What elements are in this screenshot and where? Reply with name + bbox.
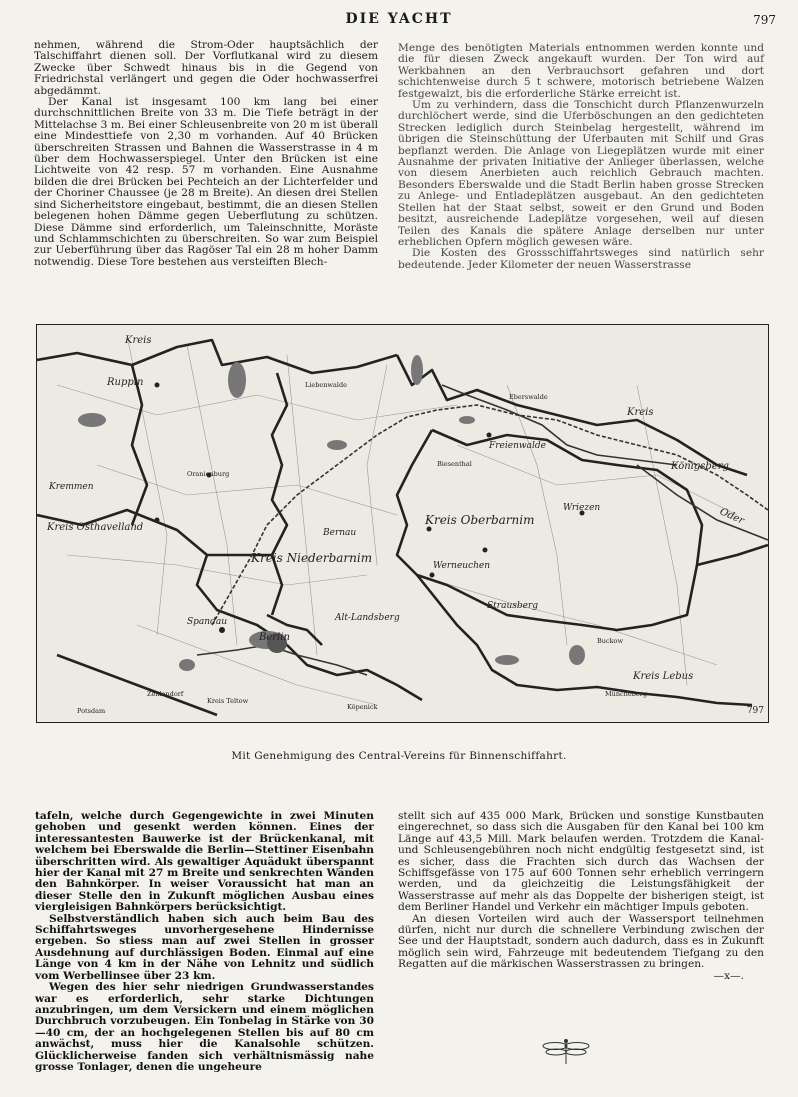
map-label-spandau: Spandau <box>187 617 228 627</box>
map-label-eberswalde: Eberswalde <box>509 393 548 401</box>
map-label-kreis-oberbarnim: Kreis Oberbarnim <box>425 513 535 527</box>
paragraph: Um zu verhindern, dass die Tonschicht durch Pflanzenwurzeln durchlöchert werde, sind die Uferböschungen an den gedichteten Strecken lediglich durch Steinbelag hergestellt, während im übrigen die Steinschüttung der Uferbauten mit Schilf und Gras bepflanzt werden. Die Anlage von Liegeplätzen wurde mit einer Ausnahme der privaten Initiative der Anlieger überlassen, welche von diesem Anerbieten auch reichlich Gebrauch machten. Besonders Eberswalde und die Stadt Berlin haben grosse Strecken zu Anlege- und Entladeplätzen ausgebaut. An den gedichteten Stellen hat der Staat selbst, soweit er den Grund und Boden besitzt, ausreichende Ladeplätze vorgesehen, weil auf diesen Teilen des Kanals die spätere Anlage derselben nur unter erheblichen Opfern möglich gewesen wäre. <box>398 99 764 248</box>
map-label-kreis-lebus: Kreis Lebus <box>633 671 694 682</box>
paragraph: nehmen, während die Strom-Oder hauptsächlich der Talschiffahrt dienen soll. Der Vorflutkanal wird zu diesem Zwecke über Schwedt hinaus bis in die Gegend von Friedrichstal verlängert und gegen die Oder hochwasserfrei abgedämmt. <box>34 39 378 97</box>
map-label-biesenthal: Biesenthal <box>437 460 472 468</box>
map-label-alt-landsberg: Alt-Landsberg <box>335 613 400 623</box>
top-left-column <box>34 40 378 268</box>
map-label-strausberg: Strausberg <box>487 601 539 611</box>
bottom-left-column <box>35 811 374 1073</box>
map-caption: Mit Genehmigung des Central-Vereins für Binnenschiffahrt. <box>231 750 567 762</box>
map-label-koenigsberg: Königsberg <box>671 461 729 472</box>
map-page-number: 797 <box>746 706 764 716</box>
paragraph: tafeln, welche durch Gegengewichte in zwei Minuten gehoben und gesenkt werden können. Eines der interessantesten Bauwerke ist der Brückenkanal, mit welchem bei Eberswalde die Berlin—Stettiner Eisenbahn überschritten wird. Als gewaltiger Aquädukt überspannt hier der Kanal mit 27 m Breite und senkrechten Wänden den Bahnkörper. In weiser Voraussicht hat man an dieser Stelle den in Zukunft möglichen Ausbau eines viergleisigen Bahnkörpers berücksichtigt. <box>35 810 374 914</box>
map-label-muencheberg: Müncheberg <box>605 690 647 698</box>
paragraph: Menge des benötigten Materials entnommen werden konnte und die für diesen Zweck angekauft wurden. Der Ton wird auf Werkbahnen an den Verbrauchsort gefahren und dort schichtenweise durch 5 t schwere, motorisch betriebene Walzen festgewalzt, bis die erforderliche Stärke erreicht ist. <box>398 42 764 100</box>
map-label-wriezen: Wriezen <box>563 503 601 513</box>
bottom-right-column <box>398 811 764 982</box>
map-label-koepenick: Köpenick <box>347 703 378 711</box>
map-label-werneuchen: Werneuchen <box>433 561 491 571</box>
map-label-bernau: Bernau <box>323 528 357 538</box>
paragraph: Der Kanal ist insgesamt 100 km lang bei einer durchschnittlichen Breite von 33 m. Die Tiefe beträgt in der Mittelachse 3 m. Bei einer Schleusenbreite von 20 m ist überall eine Mindesttiefe von 2,30 m vorhanden. Auf 40 Brücken überschreiten Strassen und Bahnen die Wasserstrasse in 4 m über dem Hochwasserspiegel. Unter den Brücken ist eine Lichtweite von 42 resp. 57 m vorhanden. Eine Ausnahme bilden die drei Brücken bei Pechteich an der Lichterfelder und der Choriner Chaussee (je 28 m Breite). An diesen drei Stellen sind Sicherheitstore eingebaut, bestimmt, die an diesen Stellen belegenen hohen Dämme gegen Ueberflutung zu schützen. Diese Dämme sind erforderlich, um Taleinschnitte, Moräste und Schlammschichten zu überschreiten. So war zum Beispiel zur Ueberführung über das Ragöser Tal ein 28 m hoher Damm notwendig. Diese Tore bestehen aus versteiften Blech- <box>34 96 378 268</box>
map-label-kreis: Kreis <box>627 407 654 418</box>
map-label-oranienburg: Oranienburg <box>187 470 230 478</box>
map-label-potsdam: Potsdam <box>77 707 106 715</box>
map-label-ruppin: Ruppin <box>107 377 144 388</box>
paragraph: stellt sich auf 435 000 Mark, Brücken und sonstige Kunstbauten eingerechnet, so dass sich die Ausgaben für den Kanal bei 100 km Länge auf 43,5 Mill. Mark belaufen werden. Trotzdem die Kanal- und Schleusengebühren noch nicht endgültig festgesetzt sind, ist es sicher, dass die Frachten sich durch das Wachsen der Schiffsgefässe von 175 auf 600 Tonnen sehr erheblich verringern werden, und da gleichzeitig die Leistungsfähigkeit der Wasserstrasse auf mehr als das Doppelte der bisherigen steigt, ist dem Berliner Handel und Verkehr ein mächtiger Impuls geboten. <box>398 810 764 914</box>
top-right-column <box>398 43 764 271</box>
canal-map <box>36 324 769 723</box>
running-title: DIE YACHT <box>345 11 453 27</box>
map-label-berlin: Berlin <box>259 632 290 643</box>
map-label-kreis-niederbarnim: Kreis Niederbarnim <box>251 551 373 565</box>
paragraph: An diesen Vorteilen wird auch der Wassersport teilnehmen dürfen, nicht nur durch die schnellere Verbindung zwischen der See und der Hauptstadt, sondern auch dadurch, dass es in Zukunft möglich sein wird, Fahrzeuge mit bedeutendem Tiefgang zu den Regatten auf die märkischen Wasserstrassen zu bringen. <box>398 912 764 971</box>
dragonfly-ornament-icon <box>536 1036 596 1066</box>
map-label-zehlendorf: Zehlendorf <box>147 690 184 698</box>
page-number: 797 <box>753 13 776 27</box>
paragraph: Die Kosten des Grossschiffahrtsweges sind natürlich sehr bedeutende. Jeder Kilometer der neuen Wasserstrasse <box>398 247 764 271</box>
map-label-buckow: Buckow <box>597 637 624 645</box>
map-label-liebenwalde: Liebenwalde <box>305 381 347 389</box>
paragraph: Selbstverständlich haben sich auch beim Bau des Schiffahrtsweges unvorhergesehene Hindernisse ergeben. So stiess man auf zwei Stellen in grosser Ausdehnung auf durchlässigen Boden. Einmal auf eine Länge von 4 km in der Nähe von Lehnitz und südlich vom Werbellinsee über 23 km. <box>35 912 374 982</box>
district-borders <box>37 340 768 715</box>
sign-off: —x—. <box>713 969 744 982</box>
map-drawing <box>37 325 768 722</box>
map-label-kreis-osthavelland: Kreis Osthavelland <box>47 522 144 533</box>
map-label-kremmen: Kremmen <box>49 482 94 492</box>
page-header <box>0 0 798 40</box>
map-label-freienwalde: Freienwalde <box>489 441 546 451</box>
paragraph: Wegen des hier sehr niedrigen Grundwasserstandes war es erforderlich, sehr starke Dichtungen anzubringen, um dem Versickern und einem möglichen Durchbruch vorzubeugen. Ein Tonbelag in Stärke von 30—40 cm, der an hochgelegenen Stellen bis auf 80 cm anwächst, muss hier die Kanalsohle schützen. Glücklicherweise fanden sich verhältnismässig nahe grosse Tonlager, denen die ungeheure <box>35 981 374 1073</box>
map-label-kreis-teltow: Kreis Teltow <box>207 697 249 705</box>
map-label-oder: Oder <box>717 506 746 527</box>
map-label-kreis: Kreis <box>125 335 152 346</box>
